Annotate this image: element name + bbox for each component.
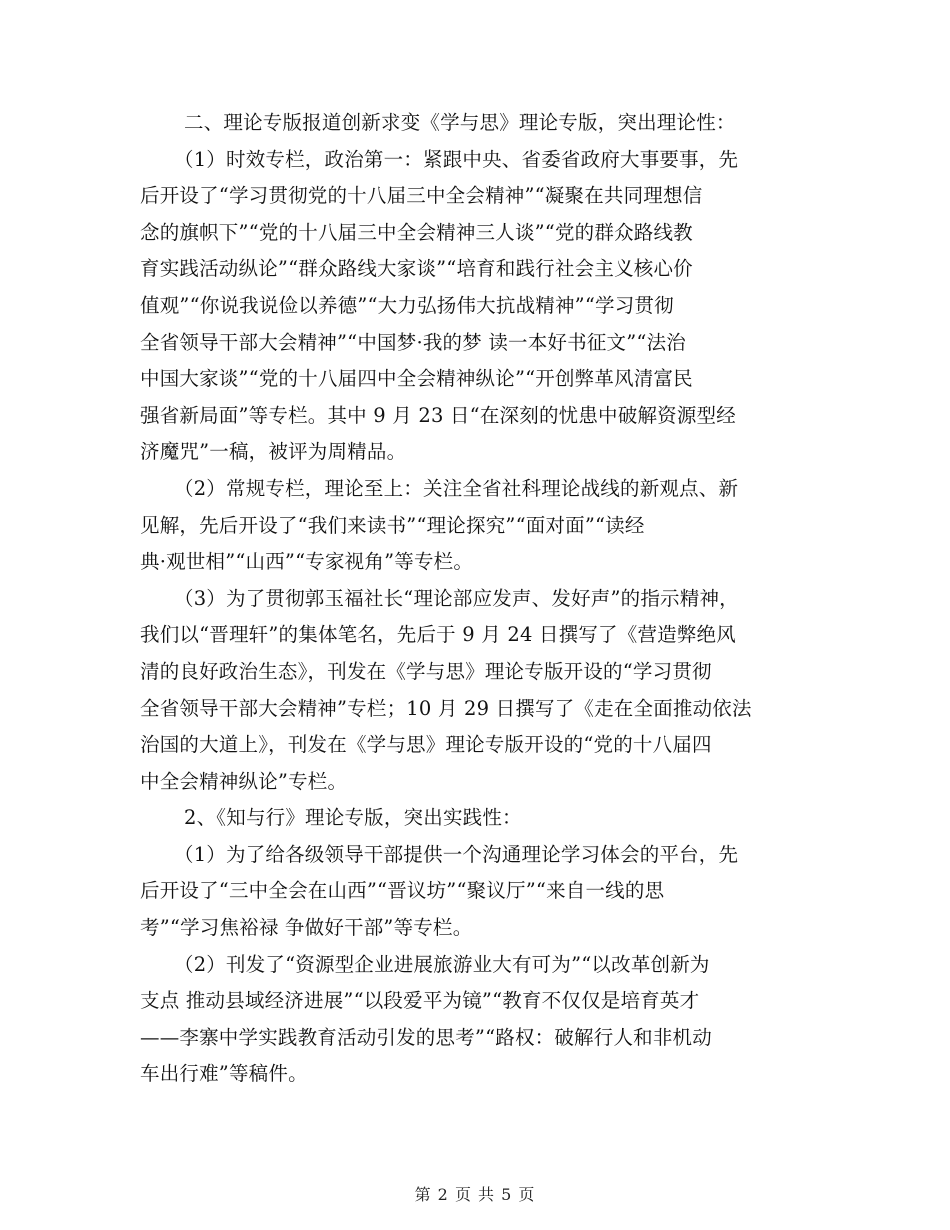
paragraph-line: 后开设了“三中全会在山西”“晋议坊”“聚议厅”“来自一线的思 <box>140 879 665 903</box>
paragraph-line: 中全会精神纵论”专栏。 <box>140 769 348 793</box>
paragraph <box>140 581 820 801</box>
paragraph-line: 强省新局面”等专栏。其中 9 月 23 日“在深刻的忧患中破解资源型经 <box>140 403 736 427</box>
paragraph-line: 全省领导干部大会精神”专栏；10 月 29 日撰写了《走在全面推动依法 <box>140 696 752 720</box>
paragraph-line: 后开设了“学习贯彻党的十八届三中全会精神”“凝聚在共同理想信 <box>140 184 703 208</box>
paragraph-line: （2）刊发了“资源型企业进展旅游业大有可为”“以改革创新为 <box>174 952 710 976</box>
paragraph <box>140 837 820 947</box>
paragraph-line: 见解，先后开设了“我们来读书”“理论探究”“面对面”“读经 <box>140 513 645 537</box>
paragraph-line: 考”“学习焦裕禄 争做好干部”等专栏。 <box>140 916 473 940</box>
paragraph-line: （1）为了给各级领导干部提供一个沟通理论学习体会的平台，先 <box>174 842 739 866</box>
paragraph-line: 支点 推动县域经济进展”“以段爱平为镜”“教育不仅仅是培育英才 <box>140 989 700 1013</box>
paragraph-line: 育实践活动纵论”“群众路线大家谈”“培育和践行社会主义核心价 <box>140 257 693 281</box>
paragraph-line: 济魔咒”一稿，被评为周精品。 <box>140 440 407 464</box>
paragraph-line: ——李寨中学实践教育活动引发的思考”“路权：破解行人和非机动 <box>140 1025 712 1049</box>
paragraph-line: 典·观世相”“山西”“专家视角”等专栏。 <box>140 550 474 574</box>
paragraph-line: 二、理论专版报道创新求变《学与思》理论专版，突出理论性： <box>184 111 736 134</box>
paragraph-line: （2）常规专栏，理论至上：关注全省社科理论战线的新观点、新 <box>174 476 739 500</box>
paragraph <box>140 800 820 837</box>
paragraph-line: 清的良好政治生态》，刊发在《学与思》理论专版开设的“学习贯彻 <box>140 659 712 683</box>
paragraph-line: （3）为了贯彻郭玉福社长“理论部应发声、发好声”的指示精神， <box>174 586 739 610</box>
paragraph <box>140 947 820 1093</box>
paragraph <box>140 142 820 471</box>
paragraph-line: 我们以“晋理轩”的集体笔名，先后于 9 月 24 日撰写了《营造弊绝风 <box>140 623 736 647</box>
paragraph-line: （1）时效专栏，政治第一：紧跟中央、省委省政府大事要事，先 <box>174 147 739 171</box>
paragraph-line: 车出行难”等稿件。 <box>140 1062 308 1086</box>
paragraph-line: 2、《知与行》理论专版，突出实践性： <box>184 806 522 830</box>
paragraph-line: 全省领导干部大会精神”“中国梦·我的梦 读一本好书征文”“法治 <box>140 330 686 354</box>
paragraph-line: 值观”“你说我说俭以养德”“大力弘扬伟大抗战精神”“学习贯彻 <box>140 293 674 317</box>
paragraph <box>140 105 820 142</box>
paragraph <box>140 471 820 581</box>
paragraph-line: 治国的大道上》，刊发在《学与思》理论专版开设的“党的十八届四 <box>140 733 712 757</box>
document-body <box>140 105 820 1093</box>
page-footer: 第 2 页 共 5 页 <box>414 1185 536 1204</box>
paragraph-line: 念的旗帜下”“党的十八届三中全会精神三人谈”“党的群众路线教 <box>140 220 693 244</box>
paragraph-line: 中国大家谈”“党的十八届四中全会精神纵论”“开创弊革风清富民 <box>140 367 693 391</box>
